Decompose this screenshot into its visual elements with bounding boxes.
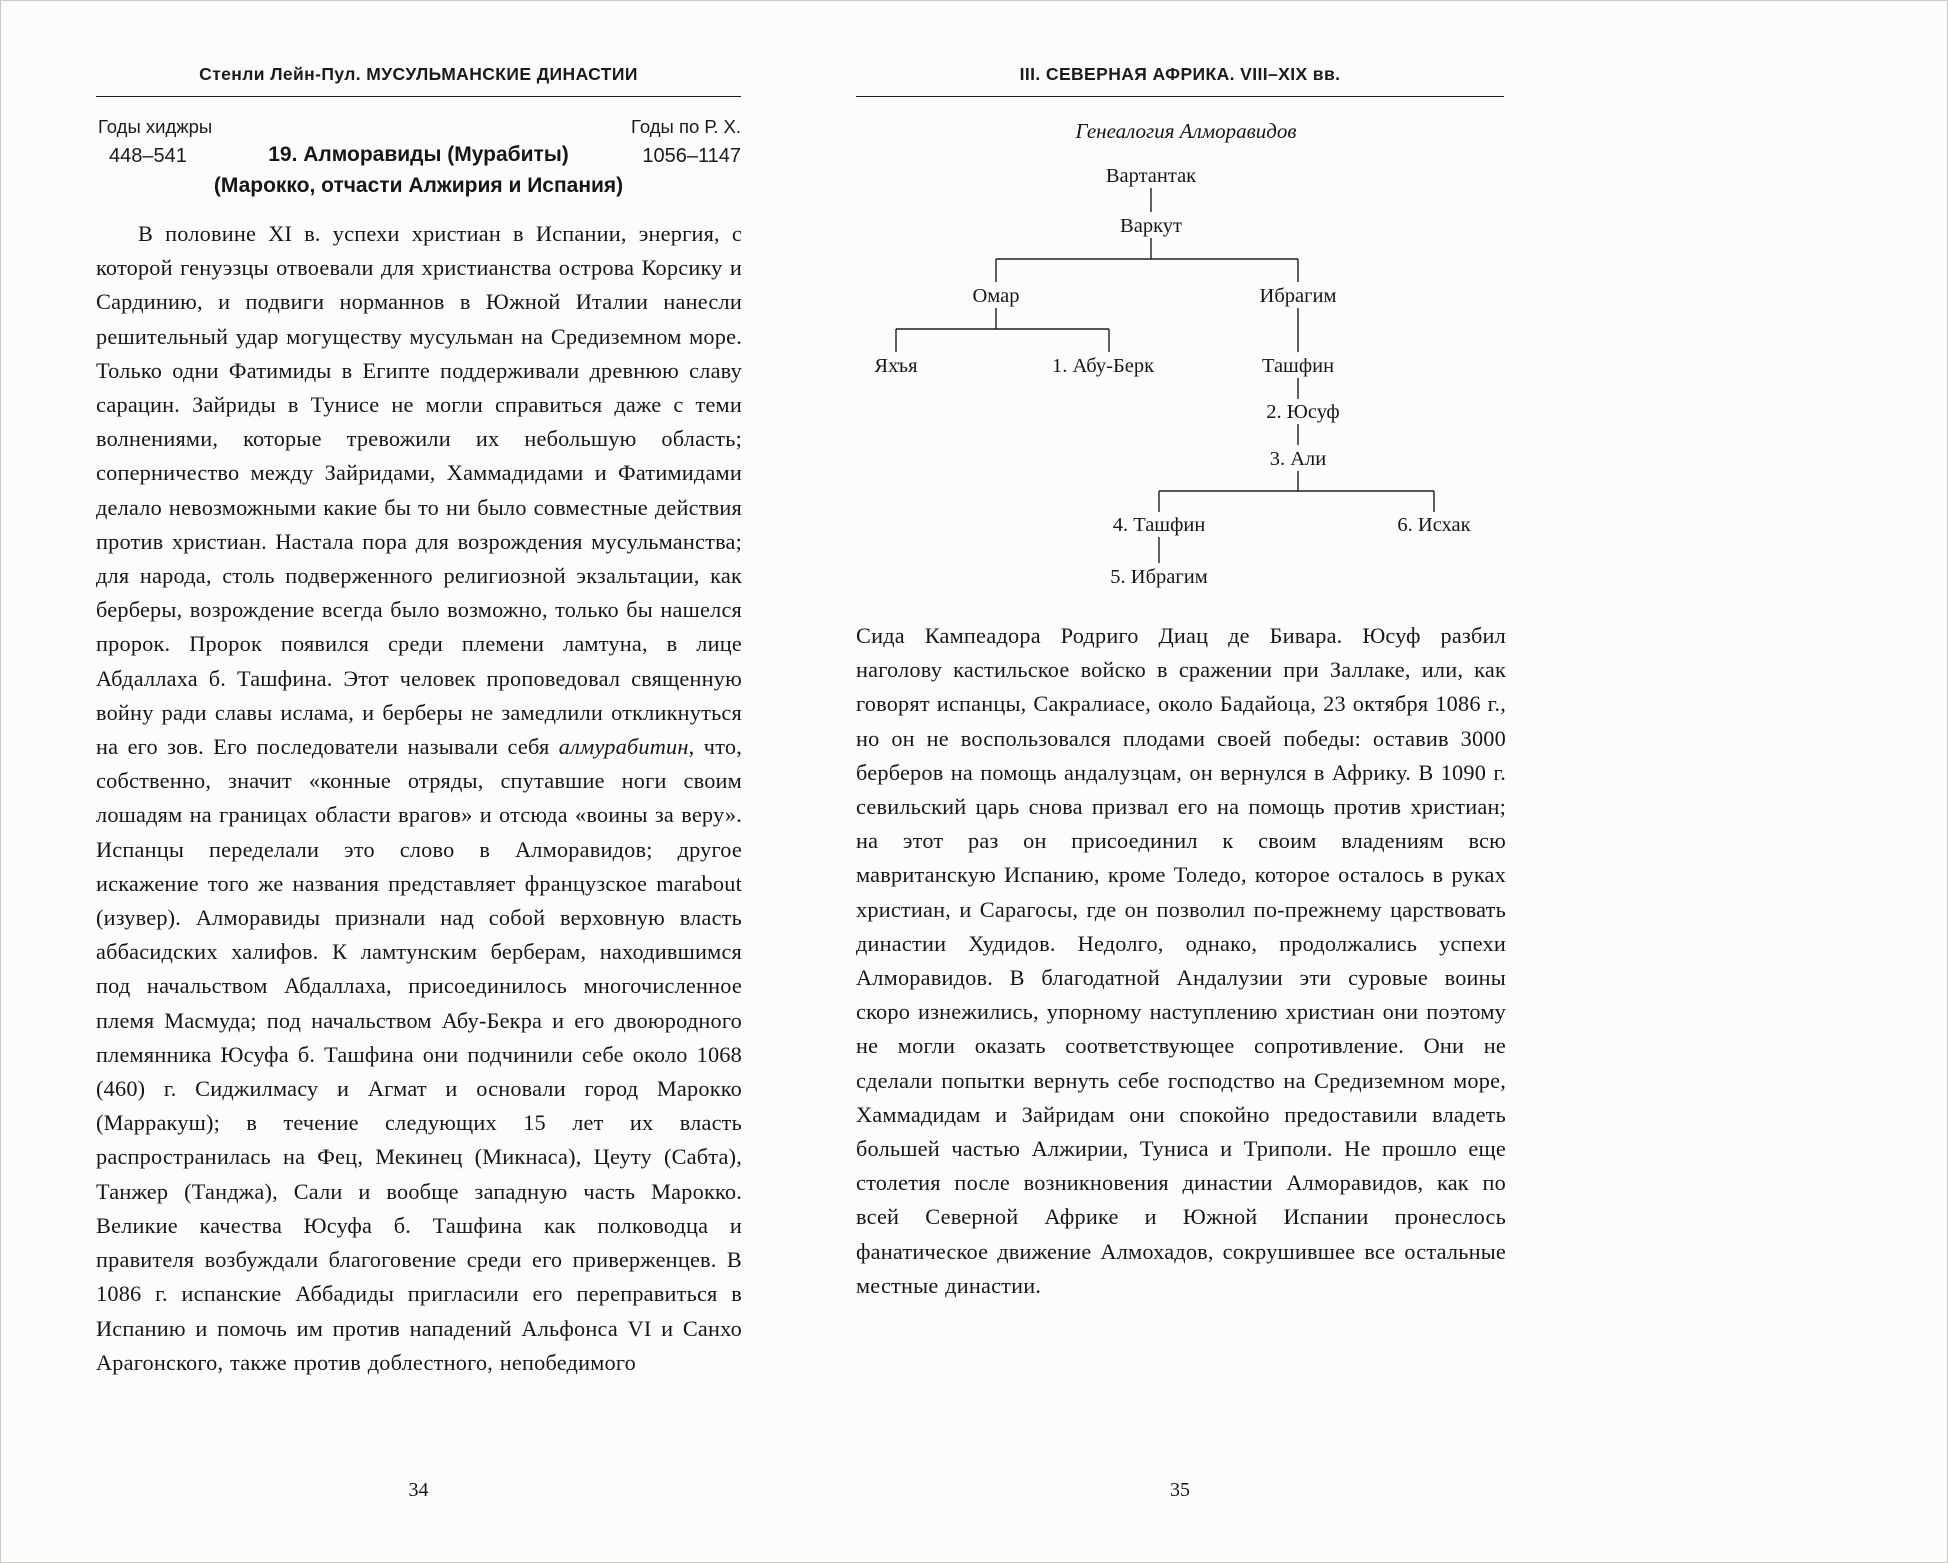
genealogy-tree-title: Генеалогия Алморавидов [1075,119,1297,143]
tree-node-vartantak: Вартантак [1105,165,1197,187]
left-body-text-1: В половине XI в. успехи христиан в Испании, энергия, с которой генуэзцы отвоевали для христианства острова Корсику и Сардинию, и подвиги норманнов в Южной Италии нанесли решительный удар могуществу мусульман на Средиземном море. Только одни Фатимиды в Египте поддерживали древнюю славу сарацин. Зайриды в Тунисе не могли справиться даже с теми волнениями, которые тревожили их небольшую область; соперничество между Зайридами, Хаммадидами и Фатимидами делало невозможными какие бы то ни было совместные действия против христиан. Настала пора для возрождения мусульманства; для народа, столь подверженного религиозной экзальтации, как берберы, возрождение всегда было возможно, только бы нашелся пророк. Пророк появился среди племени ламтуна, в лице Абдаллаха б. Ташфина. Этот человек проповедовал священную войну ради славы ислама, и берберы не замедлили откликнуться на его зов. Его последователи называли себя [96,221,742,760]
left-page-number: 34 [408,1479,429,1501]
right-page-body: Сида Кампеадора Родриго Диац де Бивара. Юсуф разбил наголову кастильское войско в сражении при Заллаке, или, как говорят испанцы, Сакралиасе, около Бадайоца, 23 октября 1086 г., но он не воспользовался плодами своей победы: оставив 3000 берберов на помощь андалузцам, он вернулся в Африку. В 1090 г. севильский царь снова призвал его на помощь против христиан; на этот раз он присоединил к своим владениям всю мавританскую Испанию, кроме Толедо, которое осталось в руках христиан, и Сарагосы, где он позволил по-прежнему царствовать династии Худидов. Недолго, однако, продолжались успехи Алморавидов. В благодатной Андалузии эти суровые воины скоро изнежились, упорному наступлению христиан они поэтому не могли оказать соответствующее сопротивление. Они не сделали попытки вернуть себе господство на Средиземном море, Хаммадидам и Зайридам они спокойно предоставили владеть большей частью Алжирии, Туниса и Триполи. Не прошло еще столетия после возникновения династии Алморавидов, как по всей Северной Африке и Южной Испании пронеслось фанатическое движение Алмохадов, сокрушившее все остальные местные династии. [856,623,1506,1298]
left-body-text-2: , что, собственно, значит «конные отряды, спутавшие ноги своим лошадям на границах области врагов» и отсюда «воины за веру». Испанцы переделали это слово в Алморавидов; другое искажение того же названия представляет французское marabout (изувер). Алморавиды признали над собой верховную власть аббасидских халифов. К ламтунским берберам, находившимся под начальством Абдаллаха, присоединилось многочисленное племя Масмуда; под начальством Абу-Бекра и его двоюродного племянника Юсуфа б. Ташфина они подчинили себе около 1068 (460) г. Сиджилмасу и Агмат и основали город Марокко (Марракуш); в течение следующих 15 лет их власть распространилась на Фец, Мекинец (Микнаса), Цеуту (Сабта), Танжер (Танджа), Сали и вообще западную часть Марокко. Великие качества Юсуфа б. Ташфина как полководца и правителя возбуждали благоговение среди его приверженцев. В 1086 г. испанские Аббадиды пригласили его переправиться в Испанию и помочь им против нападений Альфонса VI и Санхо Арагонского, также против доблестного, непобедимого [96,734,742,1375]
tree-node-iskhak: 6. Исхак [1397,514,1471,536]
tree-node-varkut: Варкут [1120,215,1182,237]
genealogy-tree [856,109,1516,614]
left-page-body [96,217,742,1380]
left-running-head: Стенли Лейн-Пул. МУСУЛЬМАНСКИЕ ДИНАСТИИ [199,64,638,84]
tree-node-abu-berk: 1. Абу-Берк [1051,355,1155,377]
hijra-years-value: 448–541 [109,145,187,167]
right-running-head: III. СЕВЕРНАЯ АФРИКА. VIII–XIX вв. [1019,64,1341,84]
right-page-number: 35 [1170,1479,1190,1501]
chapter-title: 19. Алморавиды (Мурабиты) [268,143,569,166]
tree-node-ibragim-5: 5. Ибрагим [1110,566,1208,588]
tree-node-tashfin: Ташфин [1261,355,1335,377]
tree-node-yusuf: 2. Юсуф [1266,401,1340,423]
right-head-rule [856,96,1504,97]
chapter-subtitle: (Марокко, отчасти Алжирия и Испания) [213,174,624,197]
tree-node-ali: 3. Али [1269,448,1327,470]
left-body-italic-term: алмурабитин [558,734,689,760]
tree-node-omar: Омар [972,285,1020,307]
ad-years-value: 1056–1147 [642,145,741,167]
ad-years-label: Годы по Р. Х. [631,116,741,137]
tree-node-yahya: Яхъя [874,355,918,377]
hijra-years-label: Годы хиджры [98,116,213,137]
tree-node-ibragim: Ибрагим [1259,285,1337,307]
tree-node-tashfin-4: 4. Ташфин [1112,514,1206,536]
left-head-rule [96,96,741,97]
